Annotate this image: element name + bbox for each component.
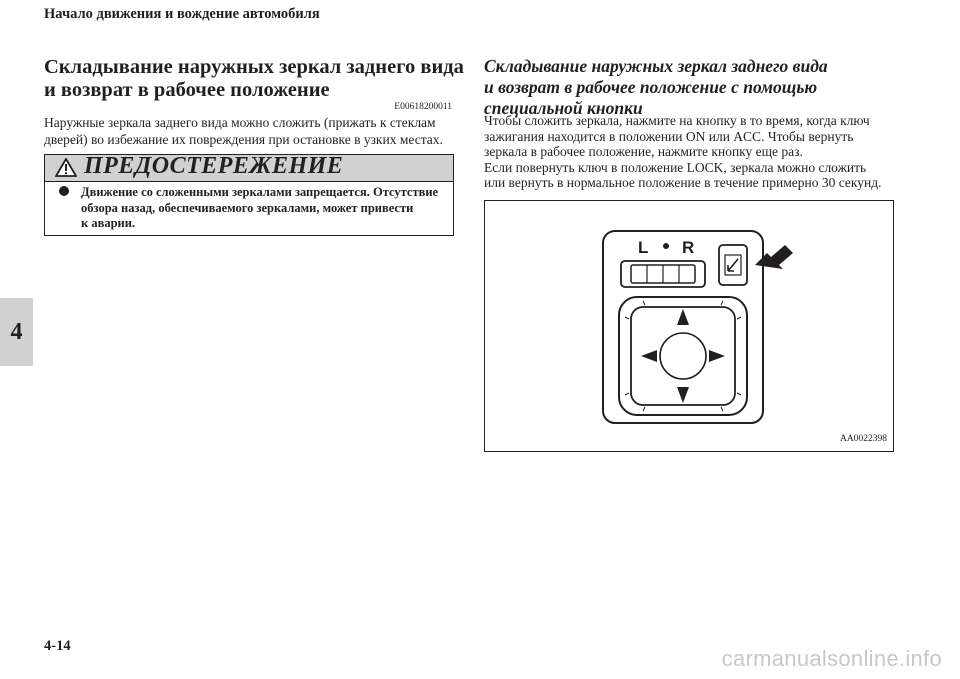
body-text-left <box>44 114 464 148</box>
section-heading-right <box>484 56 828 119</box>
heading-line: специальной кнопки <box>484 98 643 118</box>
body-line: зажигания находится в положении ON или ACC. Чтобы вернуть <box>484 128 854 144</box>
section-heading-left <box>44 56 464 102</box>
bullet-icon <box>59 186 69 196</box>
heading-line: Складывание наружных зеркал заднего вида <box>44 56 464 78</box>
page-number: 4-14 <box>44 638 71 654</box>
dpad-center <box>660 333 706 379</box>
body-line: дверей) во избежание их повреждения при остановке в узких местах. <box>44 132 443 147</box>
center-dot <box>663 243 669 249</box>
warning-line: к аварии. <box>81 216 136 230</box>
figure-code: AA0022398 <box>840 434 887 444</box>
heading-line: и возврат в рабочее положение <box>44 79 330 101</box>
warning-header <box>45 155 453 182</box>
body-text-right <box>484 113 882 191</box>
mirror-switch-illustration <box>485 201 893 451</box>
warning-box <box>44 154 454 236</box>
body-line: или вернуть в нормальное положение в течение примерно 30 секунд. <box>484 175 882 191</box>
section-code: E00618200011 <box>394 102 452 112</box>
body-line: Если повернуть ключ в положение LOCK, зеркала можно сложить <box>484 159 867 175</box>
body-line: Наружные зеркала заднего вида можно сложить (прижать к стеклам <box>44 115 436 130</box>
heading-line: Складывание наружных зеркал заднего вида <box>484 56 828 76</box>
watermark: carmanualsonline.info <box>721 646 942 671</box>
warning-line: Движение со сложенными зеркалами запрещается. Отсутствие <box>81 185 439 199</box>
heading-line: и возврат в рабочее положение с помощью <box>484 77 818 97</box>
running-header: Начало движения и вождение автомобиля <box>44 6 320 22</box>
warning-text <box>81 185 438 232</box>
warning-triangle-icon <box>55 158 77 177</box>
warning-title: ПРЕДОСТЕРЕЖЕНИЕ <box>84 153 344 179</box>
mirror-control-figure <box>484 200 894 452</box>
label-right: R <box>682 238 695 257</box>
chapter-tab: 4 <box>0 298 33 366</box>
body-line: Чтобы сложить зеркала, нажмите на кнопку в то время, когда ключ <box>484 113 870 128</box>
warning-line: обзора назад, обеспечиваемого зеркалами, может привести <box>81 200 414 215</box>
body-line: зеркала в рабочее положение, нажмите кнопку еще раз. <box>484 144 803 160</box>
label-left: L <box>638 238 649 257</box>
